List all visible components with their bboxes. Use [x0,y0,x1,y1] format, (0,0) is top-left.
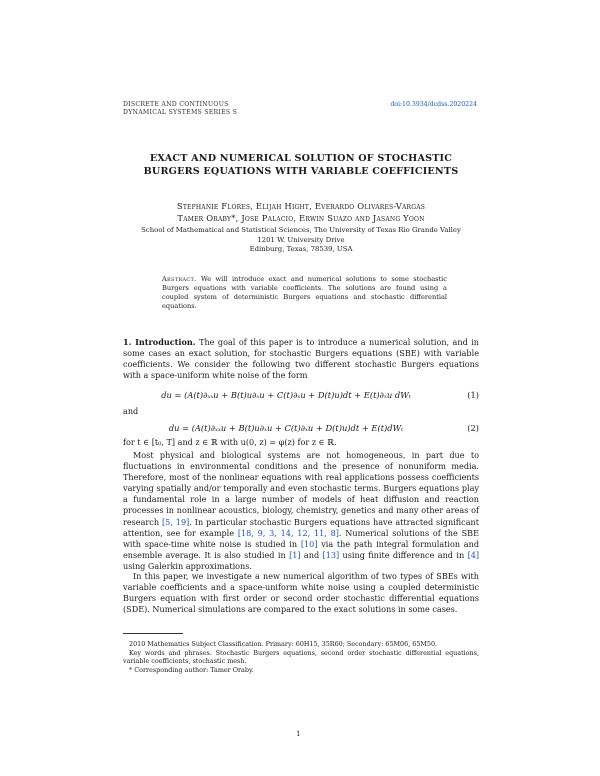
title-line1: EXACT AND NUMERICAL SOLUTION OF STOCHASTIC [149,153,453,164]
p2-text-a: Most physical and biological systems are not homogeneous, in part due to fluctuations in environmental conditions and the presence of nonuniform media. Therefore, most of the nonlinear equations with real applications possess coefficients varying spatially and/or temporally and even stochastic terms. Burgers equations play a fundamental role in a large number of models of heat diffusion and reaction processes in nonlinear acoustics, biology, chemistry, genetics and many other areas of research [123,450,479,527]
section-heading: 1. Introduction. [123,337,196,347]
author-list [123,200,479,224]
title-line2: BURGERS EQUATIONS WITH VARIABLE COEFFICIENTS [143,166,459,177]
journal-name-line1: DISCRETE AND CONTINUOUS [123,101,229,108]
affiliation-line2: 1201 W. University Drive [257,235,345,244]
citation-link[interactable]: [10] [300,538,318,549]
citation-link[interactable]: [4] [467,549,480,560]
page-number: 1 [296,730,301,738]
connector-text: and [123,406,139,416]
p2-text-e: and [300,549,320,560]
citation-link[interactable]: [18, 9, 3, 14, 12, 11, 8] [237,527,339,538]
intro-p1-text: The goal of this paper is to introduce a numerical solution, and in some cases an exact solution, for stochastic Burgers equations (SBE) with variable coefficients. We consider the following two different stochastic Burgers equations with a space-uniform white noise of the form [123,337,480,381]
citation-link[interactable]: [5, 19] [161,516,190,527]
abstract-text: We will introduce exact and numerical solutions to some stochastic Burgers equations with variable coefficients. The solutions are found using a coupled system of deterministic Burgers equations and stochastic differential equations. [162,275,447,310]
footnote-keywords: Key words and phrases. Stochastic Burgers equations, second order stochastic differential equations, variable coefficients, stochastic mesh. [123,648,479,665]
abstract-label: Abstract. [162,275,197,283]
equation-2-math: du = (A(t)∂ₓₓu + B(t)u∂ₓu + C(t)∂ₓu + D(t)u)dt + E(t)dWₜ [168,423,404,433]
p2-text-g: using Galerkin approximations. [123,560,252,571]
footnote-msc: 2010 Mathematics Subject Classification. Primary: 60H15, 35R60; Secondary: 65M06, 65M50. [129,640,438,648]
p2-text-b: . In particular stochastic Burgers equations have attracted significant attention, see for example [123,516,479,538]
intro-paragraph-3: In this paper, we investigate a new numerical algorithm of two types of SBEs with variable coefficients and a space-uniform white noise using a coupled deterministic Burgers equation with first order or second order stochastic differential equations (SDE). Numerical simulations are compared to the exact solutions in some cases. [123,571,479,615]
affiliation-line3: Edinburg, Texas, 78539, USA [249,245,353,254]
authors-line2: Tamer Oraby*, Jose Palacio, Erwin Suazo and Jasang Yoon [177,213,425,223]
equation-1-number: (1) [467,390,479,400]
footnotes [123,640,479,674]
paper-title [123,152,479,178]
affiliation [123,226,479,255]
citation-link[interactable]: [1] [289,549,301,560]
journal-name-line2: DYNAMICAL SYSTEMS SERIES S [123,108,238,116]
abstract [162,275,447,311]
doi-link[interactable]: doi:10.3934/dcdss.2020224 [390,101,477,108]
journal-name [123,101,237,116]
p2-text-f: using finite difference and in [339,549,465,560]
footnote-corresponding: * Corresponding author: Tamer Oraby. [129,665,254,674]
intro-paragraph-2 [123,450,479,572]
p2-text-d: via the path integral formulation and ensemble average. It is also studied in [123,538,480,560]
intro-paragraph-1 [123,337,479,381]
authors-line1: Stephanie Flores, Elijah Hight, Everardo Olivares-Vargas [176,201,426,211]
affiliation-line1: School of Mathematical and Statistical Sciences, The University of Texas Rio Grande Valley [141,226,461,234]
footnote-divider [123,633,183,634]
citation-link[interactable]: [13] [322,549,340,560]
equation-1-math: du = (A(t)∂ₓₓu + B(t)u∂ₓu + C(t)∂ₓu + D(t)u)dt + E(t)∂ₓu dWₜ [161,390,411,400]
domain-statement: for t ∈ [t₀, T] and z ∈ ℝ with u(0, z) = φ(z) for z ∈ ℝ. [123,437,337,447]
p2-text-c: . Numerical solutions of the SBE with space-time white noise is studied in [123,527,479,549]
equation-2-number: (2) [467,423,479,433]
